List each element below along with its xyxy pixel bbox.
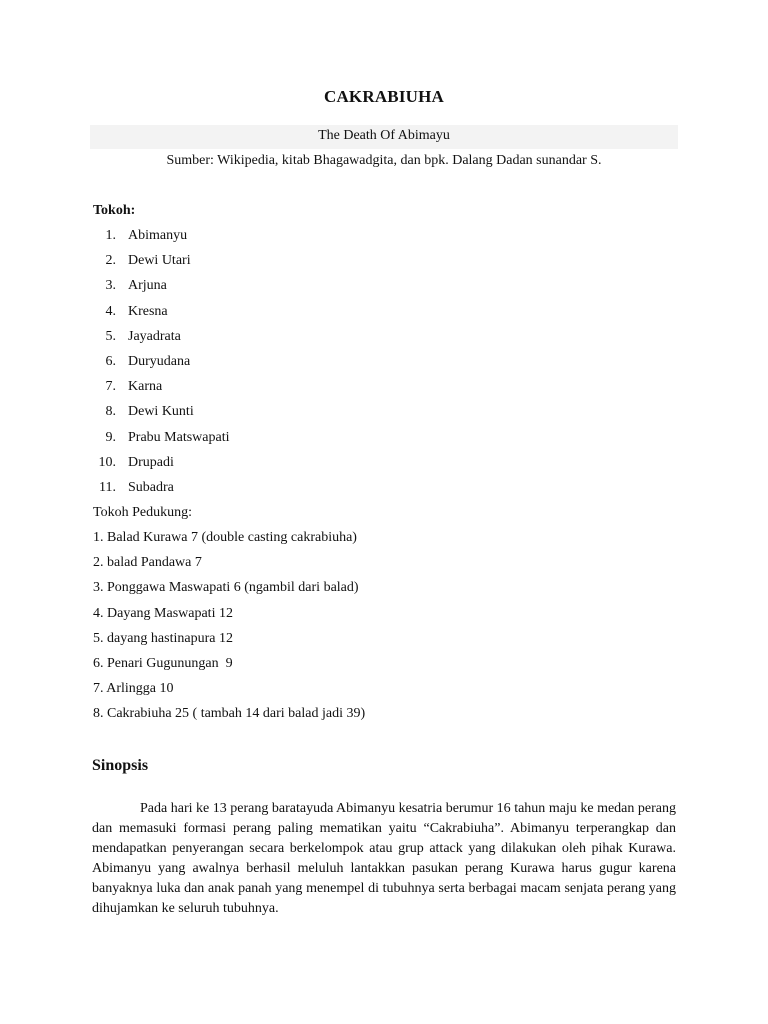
list-number: 2. [105,253,116,269]
list-item [94,228,494,253]
supporting-heading: Tokoh Pedukung: [93,505,192,520]
list-number: 11. [99,479,116,495]
list-item: 6. Penari Gugunungan 9 [93,655,233,671]
character-name: Karna [128,379,163,395]
list-item [94,354,494,379]
characters-list [94,228,494,505]
list-item [94,404,494,429]
source-line: Sumber: Wikipedia, kitab Bhagawadgita, dan bpk. Dalang Dadan sunandar S. [166,153,602,168]
character-name: Kresna [128,303,168,319]
synopsis-paragraph: Pada hari ke 13 perang baratayuda Abimanyu kesatria berumur 16 tahun maju ke medan perang dan memasuki formasi perang paling mematikan yaitu “Cakrabiuha”. Abimanyu terperangkap dan mendapatkan penyerangan secara berkelompok atau grup attack yang dilakukan oleh pihak Kurawa. Abimanyu yang awalnya berhasil meluluh lantakkan pasukan perang Kurawa harus gugur karena banyaknya luka dan anak panah yang menempel di tubuhnya serta berbagai macam senjata perang yang dihujamkan ke seluruh tubuhnya. [92,801,676,916]
list-number: 6. [105,353,116,369]
character-name: Prabu Matswapati [128,429,230,445]
character-name: Subadra [128,479,174,495]
list-number: 4. [105,303,116,319]
character-name: Drupadi [128,454,174,470]
list-number: 9. [105,429,116,445]
list-number: 3. [105,278,116,294]
list-item: 5. dayang hastinapura 12 [93,630,233,646]
list-item [94,430,494,455]
list-number: 7. [105,379,116,395]
list-item [94,304,494,329]
character-name: Dewi Kunti [128,404,194,420]
list-item [94,455,494,480]
list-item: 2. balad Pandawa 7 [93,555,202,571]
list-item [94,253,494,278]
list-number: 1. [105,228,116,243]
list-item: 8. Cakrabiuha 25 ( tambah 14 dari balad jadi 39) [93,706,366,722]
list-item: 1. Balad Kurawa 7 (double casting cakrabiuha) [93,530,357,545]
list-item: 3. Ponggawa Maswapati 6 (ngambil dari balad) [93,580,359,596]
list-number: 8. [105,404,116,420]
list-item: 7. Arlingga 10 [93,681,174,697]
character-name: Dewi Utari [128,253,191,269]
list-item: 4. Dayang Maswapati 12 [93,605,233,621]
character-name: Abimanyu [128,228,188,243]
list-item [94,329,494,354]
supporting-list [93,530,365,732]
character-name: Duryudana [128,353,191,369]
document-title: CAKRABIUHA [323,87,445,106]
list-item [94,379,494,404]
list-item [94,480,494,505]
list-item [94,278,494,303]
synopsis-heading: Sinopsis [92,757,149,774]
document-subtitle: The Death Of Abimayu [318,128,450,143]
character-name: Arjuna [128,278,167,294]
list-number: 10. [98,454,116,470]
characters-heading: Tokoh: [93,203,136,218]
character-name: Jayadrata [128,328,181,344]
list-number: 5. [105,328,116,344]
